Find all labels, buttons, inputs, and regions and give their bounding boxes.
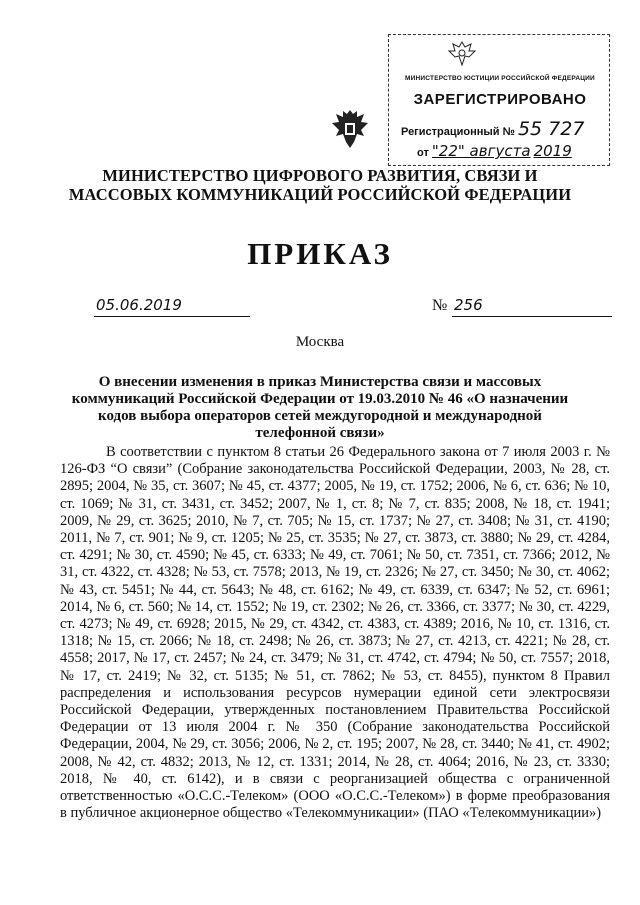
stamp-registration-number	[401, 118, 584, 140]
document-title: ПРИКАЗ	[247, 236, 393, 271]
stamp-registered: ЗАРЕГИСТРИРОВАНО	[413, 91, 587, 108]
order-subject: О внесении изменения в приказ Министерства связи и массовых коммуникаций Российской Федерации от 19.03.2010 № 46 «О назначении кодов выбора операторов сетей междугородной и международной телефонной связи»	[71, 374, 569, 441]
order-number-label: №	[432, 297, 448, 314]
coat-of-arms-icon	[330, 108, 370, 150]
stamp-reg-label: Регистрационный №	[401, 126, 515, 138]
stamp-date-year: 2019	[533, 142, 572, 160]
stamp-reg-number: 55 727	[517, 118, 585, 140]
ministry-name: МИНИСТЕРСТВО ЦИФРОВОГО РАЗВИТИЯ, СВЯЗИ И МАССОВЫХ КОММУНИКАЦИЙ РОССИЙСКОЙ ФЕДЕРАЦИИ	[68, 166, 572, 204]
stamp-date	[417, 142, 572, 160]
registration-stamp	[388, 34, 610, 166]
order-number: 256	[452, 296, 612, 317]
stamp-date-value: "22" августа	[431, 142, 531, 160]
body-paragraph: В соответствии с пунктом 8 статьи 26 Федерального закона от 7 июля 2003 г. № 126-ФЗ “О связи” (Собрание законодательства Российской Федерации, 2003, № 28, ст. 2895; 2004, № 35, ст. 3607; № 45, ст. 4377; 2005, № 19, ст. 1752; 2006, № 6, ст. 636; № 10, ст. 1069; № 31, ст. 3431, ст. 3452; 2007, № 1, ст. 8; № 7, ст. 835; 2008, № 18, ст. 1941; 2009, № 29, ст. 3625; 2010, № 7, ст. 705; № 15, ст. 1737; № 27, ст. 3408; № 31, ст. 4190; 2011, № 7, ст. 901; № 9, ст. 1205; № 25, ст. 3535; № 27, ст. 3873, ст. 3880; № 29, ст. 4284, ст. 4291; № 30, ст. 4590; № 45, ст. 6333; № 49, ст. 7061; № 50, ст. 7351, ст. 7366; 2012, № 31, ст. 4322, ст. 4328; № 53, ст. 7578; 2013, № 19, ст. 2326; № 27, ст. 3450; № 30, ст. 4062; № 43, ст. 5451; № 44, ст. 5643; № 48, ст. 6162; № 49, ст. 6339, ст. 6347; № 52, ст. 6961; 2014, № 6, ст. 560; № 14, ст. 1552; № 19, ст. 2302; № 26, ст. 3366, ст. 3377; № 30, ст. 4229, ст. 4273; № 49, ст. 6928; 2015, № 29, ст. 4342, ст. 4383, ст. 4389; 2016, № 10, ст. 1316, ст. 1318; № 15, ст. 2066; № 18, ст. 2498; № 26, ст. 3873; № 27, ст. 4213, ст. 4221; № 28, ст. 4558; 2017, № 17, ст. 2457; № 24, ст. 3479; № 31, ст. 4742, ст. 4794; № 50, ст. 7557; 2018, № 17, ст. 2419; № 32, ст. 5135; № 51, ст. 7862; № 53, ст. 8455), пунктом 8 Правил распределения и использования ресурсов нумерации единой сети электросвязи Российской Федерации, утвержденных постановлением Правительства Российской Федерации от 13 июля 2004 г. № 350 (Собрание законодательства Российской Федерации, 2004, № 29, ст. 3056; 2006, № 2, ст. 195; 2007, № 28, ст. 3440; № 41, ст. 4902; 2008, № 42, ст. 4832; 2013, № 12, ст. 1331; 2014, № 28, ст. 4064; 2016, № 23, ст. 3330; 2018, № 40, ст. 6142), и в связи с реорганизацией общества с ограниченной ответственностью «О.С.С.-Телеком» (ООО «О.С.С.-Телеком») в форме преобразования в публичное акционерное общество «Телекоммуникации» (ПАО «Телекоммуникации»)	[60, 444, 610, 822]
stamp-ministry: МИНИСТЕРСТВО ЮСТИЦИИ РОССИЙСКОЙ ФЕДЕРАЦИИ	[405, 75, 595, 82]
order-date: 05.06.2019	[94, 296, 250, 317]
eagle-emblem-icon	[447, 39, 477, 67]
city: Москва	[295, 334, 345, 350]
stamp-date-prefix: от	[417, 147, 429, 159]
